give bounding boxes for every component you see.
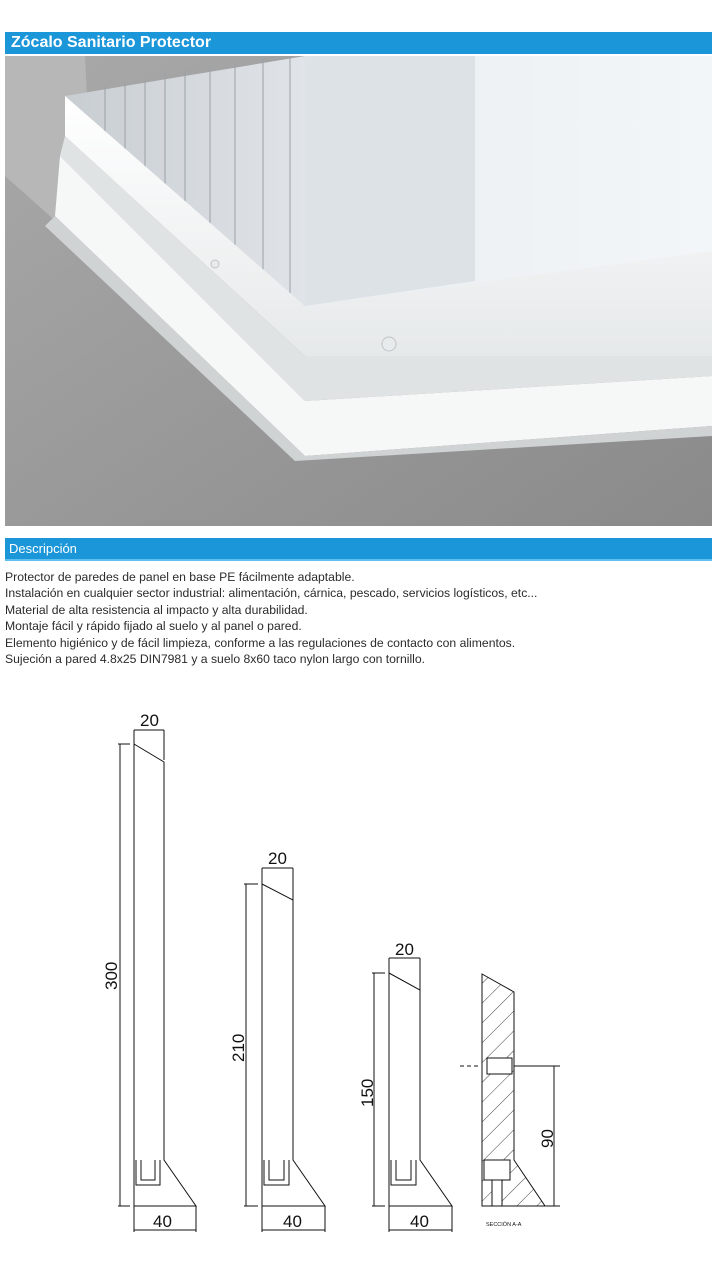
page-title: Zócalo Sanitario Protector <box>5 32 712 54</box>
profile-150-drawing <box>358 940 452 1232</box>
profile-210-drawing <box>229 849 325 1232</box>
dimension-label: 150 <box>358 1078 377 1107</box>
dimension-label: 20 <box>395 940 414 959</box>
description-list <box>5 569 705 667</box>
description-line: Material de alta resistencia al impacto y alta durabilidad. <box>5 602 308 617</box>
profile-300-drawing <box>102 711 196 1232</box>
description-line: Protector de paredes de panel en base PE fácilmente adaptable. <box>5 570 355 584</box>
dimension-label: 210 <box>229 1033 248 1062</box>
dimension-label: 20 <box>140 711 159 730</box>
dimension-label: 40 <box>410 1212 429 1231</box>
dimension-label: 90 <box>538 1129 557 1148</box>
technical-drawing <box>0 690 716 1250</box>
dimension-label: 300 <box>102 961 121 990</box>
section-a-a-drawing <box>460 974 560 1228</box>
description-line: Sujeción a pared 4.8x25 DIN7981 y a suelo 8x60 taco nylon largo con tornillo. <box>5 652 426 667</box>
dimension-label: 40 <box>283 1212 302 1231</box>
section-label: SECCIÓN A-A <box>486 1222 522 1228</box>
description-line: Montaje fácil y rápido fijado al suelo y al panel o pared. <box>5 619 302 634</box>
dimension-label: 40 <box>153 1212 172 1231</box>
description-line: Instalación en cualquier sector industrial: alimentación, cárnica, pescado, servicios logísticos, etc... <box>5 586 538 601</box>
product-photo <box>5 56 712 526</box>
section-header-description: Descripción <box>5 538 712 561</box>
dimension-label: 20 <box>268 849 287 868</box>
description-line: Elemento higiénico y de fácil limpieza, conforme a las regulaciones de contacto con alimentos. <box>5 635 516 650</box>
